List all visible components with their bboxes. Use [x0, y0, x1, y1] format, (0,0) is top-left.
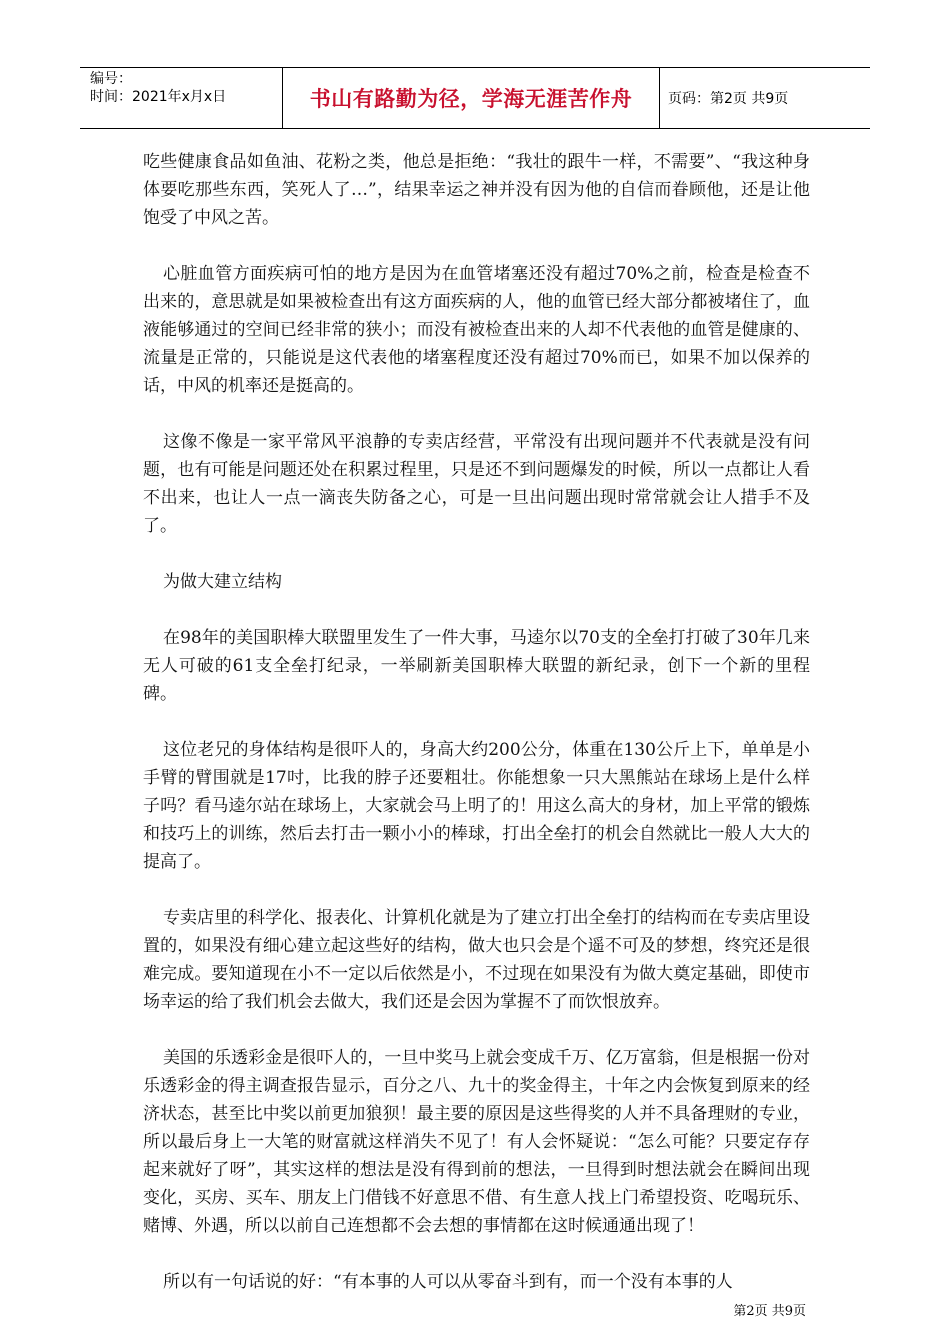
section-heading: 为做大建立结构 — [163, 572, 282, 592]
body-paragraph: 在98年的美国职棒大联盟里发生了一件大事，马逵尔以70支的全垒打打破了30年几来无人可破的61支全垒打纪录，一举刷新美国职棒大联盟的新纪录，创下一个新的里程碑。 — [143, 628, 810, 704]
body-paragraph: 所以有一句话说的好：“有本事的人可以从零奋斗到有，而一个没有本事的人 — [163, 1272, 733, 1292]
body-paragraph: 这像不像是一家平常风平浪静的专卖店经营，平常没有出现问题并不代表就是没有问题，也有可能是问题还处在积累过程里，只是还不到问题爆发的时候，所以一点都让人看不出来，也让人一点一滴丧失防备之心，可是一旦出问题出现时常常就会让人措手不及了。 — [143, 432, 810, 536]
header-motto: 书山有路勤为径，学海无涯苦作舟 — [283, 68, 660, 128]
body-paragraph: 美国的乐透彩金是很吓人的，一旦中奖马上就会变成千万、亿万富翁，但是根据一份对乐透彩金的得主调查报告显示，百分之八、九十的奖金得主，十年之内会恢复到原来的经济状态，甚至比中奖以前更加狼狈！最主要的原因是这些得奖的人并不具备理财的专业，所以最后身上一大笔的财富就这样消失不见了！有人会怀疑说：“怎么可能？只要定存存起来就好了呀”，其实这样的想法是没有得到前的想法，一旦得到时想法就会在瞬间出现变化，买房、买车、朋友上门借钱不好意思不借、有生意人找上门希望投资、吃喝玩乐、赌博、外遇，所以以前自己连想都不会去想的事情都在这时候通通出现了！ — [143, 1048, 810, 1236]
doc-number-label: 编号： — [90, 71, 132, 87]
body-paragraph: 吃些健康食品如鱼油、花粉之类，他总是拒绝：“我壮的跟牛一样，不需要”、“我这种身体要吃那些东西，笑死人了…”，结果幸运之神并没有因为他的自信而眷顾他，还是让他饱受了中风之苦。 — [143, 152, 810, 228]
doc-time-label: 时间：2021年x月x日 — [90, 89, 227, 105]
body-paragraph: 这位老兄的身体结构是很吓人的，身高大约200公分，体重在130公斤上下，单单是小手臂的臂围就是17吋，比我的脖子还要粗壮。你能想象一只大黑熊站在球场上是什么样子吗？看马逵尔站在球场上，大家就会马上明了的！用这么高大的身材，加上平常的锻炼和技巧上的训练，然后去打击一颗小小的棒球，打出全垒打的机会自然就比一般人大大的提高了。 — [143, 740, 810, 872]
body-paragraph: 专卖店里的科学化、报表化、计算机化就是为了建立打出全垒打的结构而在专卖店里设置的，如果没有细心建立起这些好的结构，做大也只会是个遥不可及的梦想，终究还是很难完成。要知道现在小不一定以后依然是小，不过现在如果没有为做大奠定基础，即使市场幸运的给了我们机会去做大，我们还是会因为掌握不了而饮恨放弃。 — [143, 908, 810, 1012]
body-paragraph: 心脏血管方面疾病可怕的地方是因为在血管堵塞还没有超过70%之前，检查是检查不出来的，意思就是如果被检查出有这方面疾病的人，他的血管已经大部分都被堵住了，血液能够通过的空间已经非常的狭小；而没有被检查出来的人却不代表他的血管是健康的、流量是正常的，只能说是这代表他的堵塞程度还没有超过70%而已，如果不加以保养的话，中风的机率还是挺高的。 — [143, 264, 810, 396]
page-footer: 第2页 共9页 — [733, 1304, 806, 1319]
page-header — [80, 67, 870, 129]
header-meta — [80, 68, 283, 128]
document-body — [143, 148, 810, 1324]
header-page-number: 页码：第2页 共9页 — [668, 91, 789, 107]
